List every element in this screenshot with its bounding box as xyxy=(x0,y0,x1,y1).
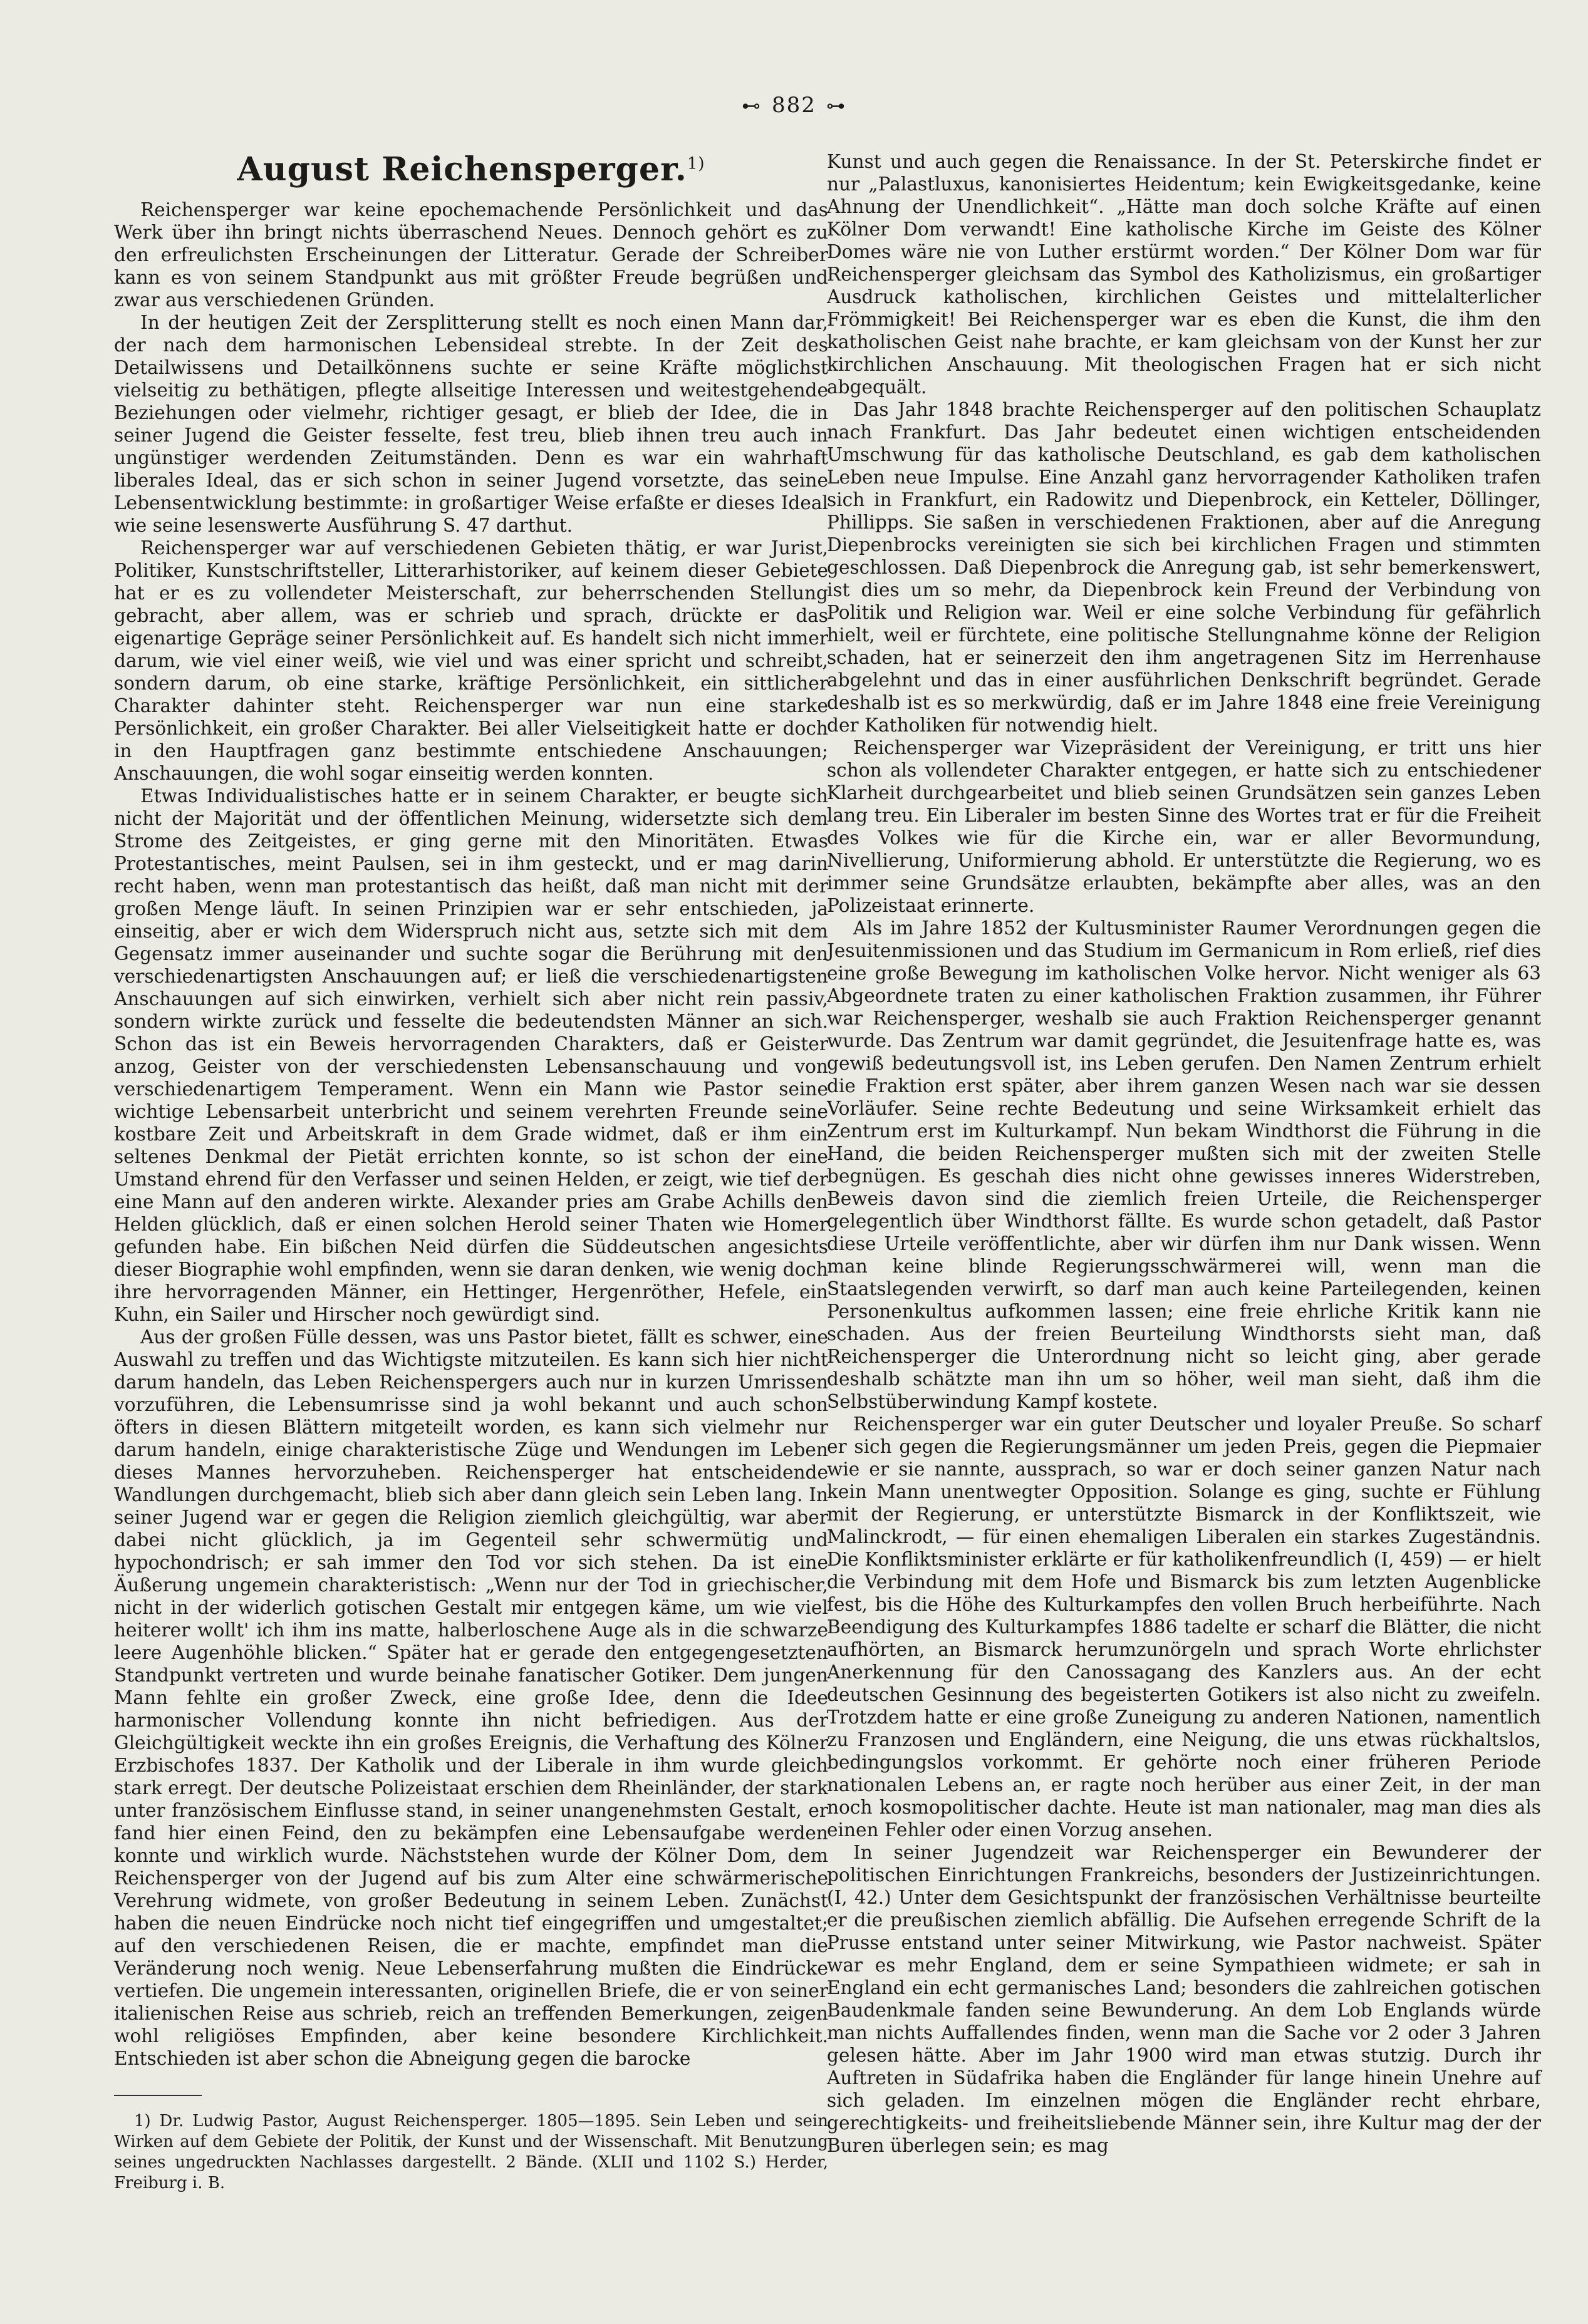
paragraph-continued: Kunst und auch gegen die Renaissance. In der St. Peterskirche findet er nur „Palastluxus, kanonisiertes Heidentum; kein Ewigkeitsgedanke, keine Ahnung der Unendlichkeit“. „Hätte man doch solche Kräfte auf einen Kölner Dom verwandt! Eine katholische Kirche im Geiste des Kölner Domes wäre nie von Luther erstürmt worden.“ Der Kölner Dom war für Reichensperger gleichsam das Symbol des Katholizismus, ein großartiger Ausdruck katholischen, kirchlichen Geistes und mittelalterlicher Frömmigkeit! Bei Reichensperger war es eben die Kunst, die ihm den katholischen Geist nahe brachte, er kam gleichsam von der Kunst her zur kirchlichen Anschauung. Mit theologischen Fragen hat er sich nicht abgequält. xyxy=(827,151,1541,398)
paragraph: In seiner Jugendzeit war Reichensperger ein Bewunderer der politischen Einrichtungen Frankreichs, besonders der Justizeinrichtungen. (I, 42.) Unter dem Gesichtspunkt der französischen Verhältnisse beurteilte er die preußischen ziemlich abfällig. Die Aufsehen erregende Schrift de la Prusse entstand unter seiner Mitwirkung, wie Pastor nachweist. Später war es mehr England, dem er seine Sympathieen widmete; er sah in England ein echt germanisches Land; besonders die zahlreichen gotischen Baudenkmale fanden seine Bewunderung. An dem Lob Englands würde man nichts Auffallendes finden, wenn man die Sache vor 2 oder 3 Jahren gelesen hätte. Aber im Jahr 1900 wird man etwas stutzig. Durch ihr Auftreten in Südafrika haben die Engländer für lange hinein Unehre auf sich geladen. Im einzelnen mögen die Engländer recht ehrbare, gerechtigkeits- und freiheitsliebende Männer sein, ihre Kultur mag der der Buren überlegen sein; es mag xyxy=(827,1842,1541,2156)
paragraph: Etwas Individualistisches hatte er in seinem Charakter, er beugte sich nicht der Majorität und der öffentlichen Meinung, widersetzte sich dem Strome des Zeitgeistes, er ging gerne mit den Minoritäten. Etwas Protestantisches, meint Paulsen, sei in ihm gesteckt, und er mag darin recht haben, wenn man protestantisch das heißt, daß man nicht mit der großen Menge läuft. In seinen Prinzipien war er sehr entschieden, ja einseitig, aber er wich dem Widerspruch nicht aus, setzte sich mit dem Gegensatz immer auseinander und suchte sogar die Berührung mit den verschiedenartigsten Anschauungen auf; er ließ die verschiedenartigsten Anschauungen auf sich einwirken, verhielt sich aber nicht rein passiv, sondern wirkte zurück und fesselte die bedeutendsten Männer an sich. Schon das ist ein Beweis hervorragenden Charakters, daß er Geister anzog, Geister von der verschiedensten Lebensanschauung und von verschiedenartigem Temperament. Wenn ein Mann wie Pastor seine wichtige Lebensarbeit unterbricht und seinem verehrten Freunde seine kostbare Zeit und Arbeitskraft in dem Grade widmet, daß er ihm ein seltenes Denkmal der Pietät errichten konnte, so ist schon der eine Umstand ehrend für den Verfasser und seinen Helden, er zeigt, wie tief der eine Mann auf den anderen wirkte. Alexander pries am Grabe Achills den Helden glücklich, daß er einen solchen Herold seiner Thaten wie Homer gefunden habe. Ein bißchen Neid dürfen die Süddeutschen angesichts dieser Biographie wohl empfinden, wenn sie daran denken, wie wenig doch ihre hervorragenden Männer, ein Hettinger, Hergenröther, Hefele, ein Kuhn, ein Sailer und Hirscher noch gewürdigt sind. xyxy=(114,785,828,1325)
footnote-divider xyxy=(114,2095,202,2096)
right-column xyxy=(827,150,1541,2157)
paragraph: Als im Jahre 1852 der Kultusminister Raumer Verordnungen gegen die Jesuitenmissionen und das Studium im Germanicum in Rom erließ, rief dies eine große Bewegung im katholischen Volke hervor. Nicht weniger als 63 Abgeordnete traten zu einer katholischen Fraktion zusammen, ihr Führer war Reichensperger, weshalb sie auch Fraktion Reichensperger genannt wurde. Das Zentrum war damit gegründet, die Jesuitenfrage hatte es, was gewiß bedeutungsvoll ist, ins Leben gerufen. Den Namen Zentrum erhielt die Fraktion erst später, aber ihrem ganzen Wesen nach war sie dessen Vorläufer. Seine rechte Bedeutung und seine Wirksamkeit erhielt das Zentrum erst im Kulturkampf. Nun bekam Windthorst die Führung in die Hand, die beiden Reichensperger mußten sich mit der zweiten Stelle begnügen. Es geschah dies nicht ohne gewisses inneres Widerstreben, Beweis davon sind die ziemlich freien Urteile, die Reichensperger gelegentlich über Windthorst fällte. Es wurde schon getadelt, daß Pastor diese Urteile veröffentlichte, aber wir dürfen ihm nur Dank wissen. Wenn man keine blinde Regierungsschwärmerei will, wenn man die Staatslegenden verwirft, so darf man auch keine Parteilegenden, keinen Personenkultus aufkommen lassen; eine freie ehrliche Kritik kann nie schaden. Aus der freien Beurteilung Windthorsts sieht man, daß Reichensperger die Unterordnung nicht so leicht ging, aber gerade deshalb schätzte man ihn um so höher, weil man sieht, daß ihm die Selbstüberwindung Kampf kostete. xyxy=(827,917,1541,1412)
page-number: 882 xyxy=(772,93,816,118)
paragraph: Reichensperger war keine epochemachende Persönlichkeit und das Werk über ihn bringt nichts überraschend Neues. Dennoch gehört es zu den erfreulichsten Erscheinungen der Litteratur. Gerade der Schreiber kann es von seinem Standpunkt aus mit größter Freude begrüßen und zwar aus verschiedenen Gründen. xyxy=(114,199,828,311)
ornament-left-icon: ⊷ xyxy=(742,95,762,117)
page-number-header xyxy=(0,93,1588,118)
paragraph: Reichensperger war ein guter Deutscher und loyaler Preuße. So scharf er sich gegen die Regierungsmänner um jeden Preis, gegen die Piepmaier wie er sie nannte, aussprach, so war er doch seiner ganzen Natur nach kein Mann unentwegter Opposition. Solange es ging, suchte er Fühlung mit der Regierung, er unterstützte Bismarck in der Konfliktszeit, wie Malinckrodt, — für einen ehemaligen Liberalen ein starkes Zugeständnis. Die Konfliktsminister erklärte er für katholikenfreundlich (I, 459) — er hielt die Verbindung mit dem Hofe und Bismarck bis zum letzten Augenblicke fest, bis die Höhe des Kulturkampfes den vollen Bruch herbeiführte. Nach Beendigung des Kulturkampfes 1886 tadelte er scharf die Blätter, die nicht aufhörten, an Bismarck herumzunörgeln und sprach Worte ehrlichster Anerkennung für den Canossagang des Kanzlers aus. An der echt deutschen Gesinnung des begeisterten Gotikers ist also nicht zu zweifeln. Trotzdem hatte er eine große Zuneigung zu anderen Nationen, namentlich zu Franzosen und Engländern, eine Neigung, die uns etwas rückhaltslos, bedingungslos vorkommt. Er gehörte noch einer früheren Periode nationalen Lebens an, er ragte noch herüber aus einer Zeit, in der man noch kosmopolitischer dachte. Heute ist man nationaler, mag man dies als einen Fehler oder einen Vorzug ansehen. xyxy=(827,1413,1541,1841)
paragraph: Reichensperger war auf verschiedenen Gebieten thätig, er war Jurist, Politiker, Kunstschriftsteller, Litterarhistoriker, auf keinem dieser Gebiete hat er es zu vollendeter Meisterschaft, zur beherrschenden Stellung gebracht, aber allem, was er schrieb und sprach, drückte er das eigenartige Gepräge seiner Persönlichkeit auf. Es handelt sich nicht immer darum, wie viel einer weiß, wie viel und was einer spricht und schreibt, sondern darum, ob eine starke, kräftige Persönlichkeit, ein sittlicher Charakter dahinter steht. Reichensperger war nun eine starke Persönlichkeit, ein großer Charakter. Bei aller Vielseitigkeit hatte er doch in den Hauptfragen ganz bestimmte entschiedene Anschauungen; Anschauungen, die wohl sogar einseitig werden konnten. xyxy=(114,537,828,784)
paragraph: Das Jahr 1848 brachte Reichensperger auf den politischen Schauplatz nach Frankfurt. Das Jahr bedeutet einen wichtigen entscheidenden Umschwung für das katholische Deutschland, es gab dem katholischen Leben neue Impulse. Eine Anzahl ganz hervorragender Katholiken trafen sich in Frankfurt, ein Radowitz und Diepenbrock, ein Ketteler, Döllinger, Phillipps. Sie saßen in verschiedenen Fraktionen, aber auf die Anregung Diepenbrocks vereinigten sie sich bei kirchlichen Fragen und stimmten geschlossen. Daß Diepenbrock die Anregung gab, ist sehr bemerkenswert, ist dies um so mehr, da Diepenbrock kein Freund der Verbindung von Politik und Religion war. Weil er eine solche Verbindung für gefährlich hielt, weil er fürchtete, eine politische Stellungnahme könne der Religion schaden, hat er seinerzeit den ihm angetragenen Sitz im Herrenhause abgelehnt und das in einer ausführlichen Denkschrift begründet. Gerade deshalb ist es so merkwürdig, daß er im Jahre 1848 eine freie Vereinigung der Katholiken für notwendig hielt. xyxy=(827,399,1541,736)
ornament-right-icon: ⊶ xyxy=(826,95,846,117)
paragraph: Aus der großen Fülle dessen, was uns Pastor bietet, fällt es schwer, eine Auswahl zu treffen und das Wichtigste mitzuteilen. Es kann sich hier nicht darum handeln, das Leben Reichenspergers auch nur in kurzen Umrissen vorzuführen, die Lebensumrisse sind ja wohl bekannt und auch schon öfters in diesen Blättern mitgeteilt worden, es kann sich vielmehr nur darum handeln, einige charakteristische Züge und Wendungen im Leben dieses Mannes hervorzuheben. Reichensperger hat entscheidende Wandlungen durchgemacht, blieb sich aber dann gleich sein Leben lang. In seiner Jugend war er gegen die Religion ziemlich gleichgültig, war aber dabei nicht glücklich, ja im Gegenteil sehr schwermütig und hypochondrisch; er sah immer den Tod vor sich stehen. Da ist eine Äußerung ungemein charakteristisch: „Wenn nur der Tod in griechischer, nicht in der widerlich gotischen Gestalt mir entgegen käme, um wie viel heiterer wollt' ich ihm ins matte, halberloschene Auge als in die schwarze leere Augenhöhle blicken.“ Später hat er gerade den entgegengesetzten Standpunkt vertreten und wurde beinahe fanatischer Gotiker. Dem jungen Mann fehlte ein großer Zweck, eine große Idee, denn die Idee harmonischer Vollendung konnte ihn nicht befriedigen. Aus der Gleichgültigkeit weckte ihn ein großes Ereignis, die Verhaftung des Kölner Erzbischofes 1837. Der Katholik und der Liberale in ihm wurde gleich stark erregt. Der deutsche Polizeistaat erschien dem Rheinländer, der stark unter französischem Einflusse stand, in seiner unangenehmsten Gestalt, er fand hier einen Feind, den zu bekämpfen eine Lebensaufgabe werden konnte und wirklich wurde. Nächststehen wurde der Kölner Dom, dem Reichensperger von der Jugend auf bis zum Alter eine schwärmerische Verehrung widmete, von großer Bedeutung in seinem Leben. Zunächst haben die neuen Eindrücke noch nicht tief eingegriffen und umgestaltet; auf den verschiedenen Reisen, die er machte, empfindet man die Veränderung noch wenig. Neue Lebenserfahrung mußten die Eindrücke vertiefen. Die ungemein interessanten, originellen Briefe, die er von seiner italienischen Reise aus schrieb, reich an treffenden Bemerkungen, zeigen wohl religiöses Empfinden, aber keine besondere Kirchlichkeit. Entschieden ist aber schon die Abneigung gegen die barocke xyxy=(114,1326,828,2069)
article-title: August Reichensperger.$^{1)}$ xyxy=(237,150,705,189)
paragraph: Reichensperger war Vizepräsident der Vereinigung, er tritt uns hier schon als vollendeter Charakter entgegen, er hatte sich zu entschiedener Klarheit durchgearbeitet und blieb seinen Grundsätzen sein ganzes Leben lang treu. Ein Liberaler im besten Sinne des Wortes trat er für die Freiheit des Volkes wie für die Kirche ein, war er aller Bevormundung, Nivellierung, Uniformierung abhold. Er unterstützte die Regierung, wo es immer seine Grundsätze erlaubten, bekämpfte aber alles, was an den Polizeistaat erinnerte. xyxy=(827,737,1541,916)
footnote-marker: 1) xyxy=(687,154,705,173)
footnote: 1) Dr. Ludwig Pastor, August Reichensperger. 1805—1895. Sein Leben und sein Wirken auf dem Gebiete der Politik, der Kunst und der Wissenschaft. Mit Benutzung seines ungedruckten Nachlasses dargestellt. 2 Bände. (XLII und 1102 S.) Herder, Freiburg i. B. xyxy=(114,2112,828,2192)
paragraph: In der heutigen Zeit der Zersplitterung stellt es noch einen Mann dar, der nach dem harmonischen Lebensideal strebte. In der Zeit des Detailwissens und Detailkönnens suchte er seine Kräfte möglichst vielseitig zu bethätigen, pflegte allseitige Interessen und weitestgehende Beziehungen oder vielmehr, richtiger gesagt, er blieb der Idee, die in seiner Jugend die Geister fesselte, fest treu, blieb ihnen treu auch in ungünstiger werdenden Zeitumständen. Denn es war ein wahrhaft liberales Ideal, das er sich schon in seiner Jugend vorsetzte, das seine Lebensentwicklung bestimmte: in großartiger Weise erfaßte er dieses Ideal wie seine lesenswerte Ausführung S. 47 darthut. xyxy=(114,312,828,536)
left-column xyxy=(114,150,828,2194)
